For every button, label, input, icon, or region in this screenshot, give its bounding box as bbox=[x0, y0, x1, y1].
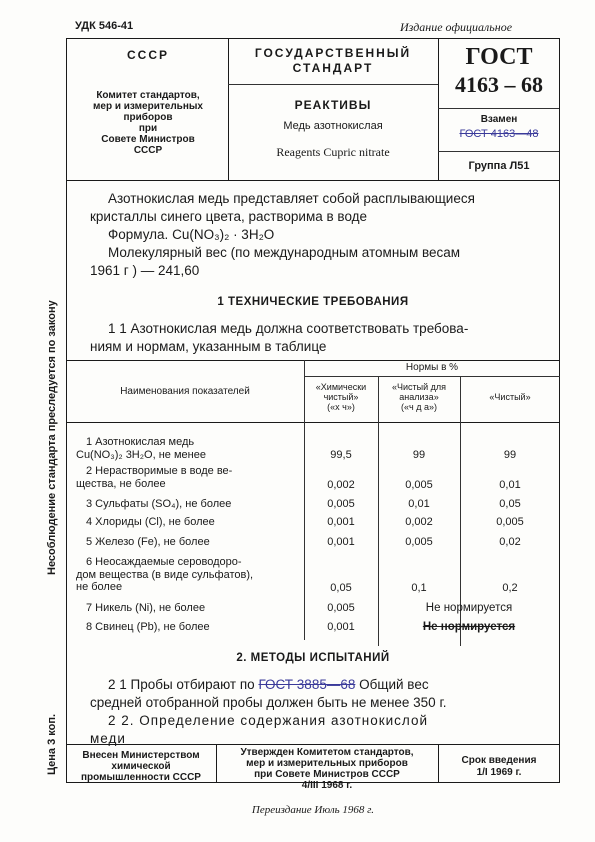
introduced-by: Внесен Министерством химической промышленности СССР bbox=[81, 750, 201, 783]
effective-date: Срок введения 1/I 1969 г. bbox=[461, 755, 537, 778]
table-cell: 0,001 bbox=[327, 621, 355, 633]
table-cell: 99 bbox=[412, 449, 426, 461]
table-row: 2 Нерастворимые в воде ве- щества, не более bbox=[76, 465, 233, 490]
state-standard-title: ГОСУДАРСТВЕННЫЙ СТАНДАРТ bbox=[254, 46, 412, 75]
section2-paragraph: 2 1 Пробы отбирают по ГОСТ 3885—68 Общий вес средней отобранной пробы должен быть не менее 350 г. 2 2. Определение содержания азотнокислой меди bbox=[90, 677, 447, 746]
not-normalized-cell: Не нормируется bbox=[425, 602, 513, 614]
table-row: 7 Никель (Ni), не более bbox=[86, 602, 206, 614]
table-cell: 0,001 bbox=[327, 536, 355, 548]
law-notice: Несоблюдение стандарта преследуется по закону bbox=[46, 300, 58, 575]
table-header-name: Наименования показателей bbox=[120, 386, 250, 397]
ussr-label: СССР bbox=[126, 48, 169, 62]
table-row: 4 Хлориды (Cl), не более bbox=[86, 516, 215, 528]
replaces-value: ГОСТ 4163—48 bbox=[459, 128, 539, 140]
table-cell: 0,001 bbox=[327, 516, 355, 528]
table-cell: 0,005 bbox=[405, 479, 433, 491]
udk-code: УДК 546-41 bbox=[75, 20, 134, 32]
table-row: 6 Неосаждаемые сероводоро- дом вещества (в виде сульфатов), не более bbox=[76, 556, 254, 593]
reprint-note: Переиздание Июль 1968 г. bbox=[251, 804, 375, 816]
table-row: 1 Азотнокислая медь Cu(NO₃)₂ 3H₂O, не менее bbox=[76, 436, 206, 461]
gost-label: ГОСТ bbox=[465, 44, 533, 70]
replaces-label: Взамен bbox=[480, 114, 518, 125]
category-label: РЕАКТИВЫ bbox=[294, 98, 372, 112]
intro-text: Азотнокислая медь представляет собой расплывающиеся кристаллы синего цвета, растворима в воде Формула. Cu(NO₃)₂ · 3H₂O Молекулярный вес (по международным атомным весам 1961 г ) — 241,60 bbox=[90, 191, 475, 278]
table-cell: 0,05 bbox=[330, 582, 352, 594]
table-row: 3 Сульфаты (SO₄), не более bbox=[86, 498, 232, 510]
table-cell: 0,005 bbox=[327, 498, 355, 510]
edition-label: Издание официальное bbox=[400, 20, 513, 34]
table-header-norms: Нормы в % bbox=[405, 362, 459, 373]
table-cell: 0,02 bbox=[499, 536, 521, 548]
gost-reference: ГОСТ 3885—68 bbox=[258, 677, 356, 692]
group-label: Группа Л51 bbox=[468, 160, 530, 172]
section2-heading: 2. МЕТОДЫ ИСПЫТАНИЙ bbox=[236, 652, 390, 664]
grade-chemically-pure: «Химически чистый» («х ч») bbox=[315, 382, 367, 412]
table-cell: 0,005 bbox=[405, 536, 433, 548]
table-cell: 99 bbox=[503, 449, 517, 461]
table-row: 5 Железо (Fe), не более bbox=[86, 536, 210, 548]
gost-number: 4163 – 68 bbox=[455, 72, 543, 97]
not-normalized-cell: Не нормируется bbox=[422, 621, 516, 633]
table-cell: 0,01 bbox=[499, 479, 521, 491]
grade-pure: «Чистый» bbox=[489, 392, 531, 402]
table-cell: 0,2 bbox=[502, 582, 518, 594]
approved-by: Утвержден Комитетом стандартов, мер и измерительных приборов при Совете Министров СССР 4/III 1968 г. bbox=[240, 747, 414, 791]
table-cell: 0,05 bbox=[499, 498, 521, 510]
table-cell: 0,002 bbox=[327, 479, 355, 491]
table-cell: 0,002 bbox=[405, 516, 433, 528]
table-cell: 0,005 bbox=[327, 602, 355, 614]
committee-block: Комитет стандартов, мер и измерительных приборов при Совете Министров СССР bbox=[93, 90, 203, 156]
table-row: 8 Свинец (Pb), не более bbox=[86, 621, 210, 633]
section1-heading: 1 ТЕХНИЧЕСКИЕ ТРЕБОВАНИЯ bbox=[217, 296, 409, 308]
section1-paragraph: 1 1 Азотнокислая медь должна соответствовать требова- ниям и нормам, указанным в таблице bbox=[90, 321, 469, 354]
table-cell: 0,1 bbox=[411, 582, 427, 594]
price-label: Цена 3 коп. bbox=[46, 713, 58, 775]
table-cell: 0,005 bbox=[496, 516, 524, 528]
title-english: Reagents Cupric nitrate bbox=[276, 145, 390, 159]
table-cell: 99,5 bbox=[330, 449, 352, 461]
chemical-formula: Cu(NO₃)₂ · 3H₂O bbox=[172, 227, 275, 242]
grade-analytical: «Чистый для анализа» («ч д а») bbox=[391, 382, 447, 412]
table-cell: 0,01 bbox=[408, 498, 430, 510]
title-russian: Медь азотнокислая bbox=[283, 120, 383, 132]
